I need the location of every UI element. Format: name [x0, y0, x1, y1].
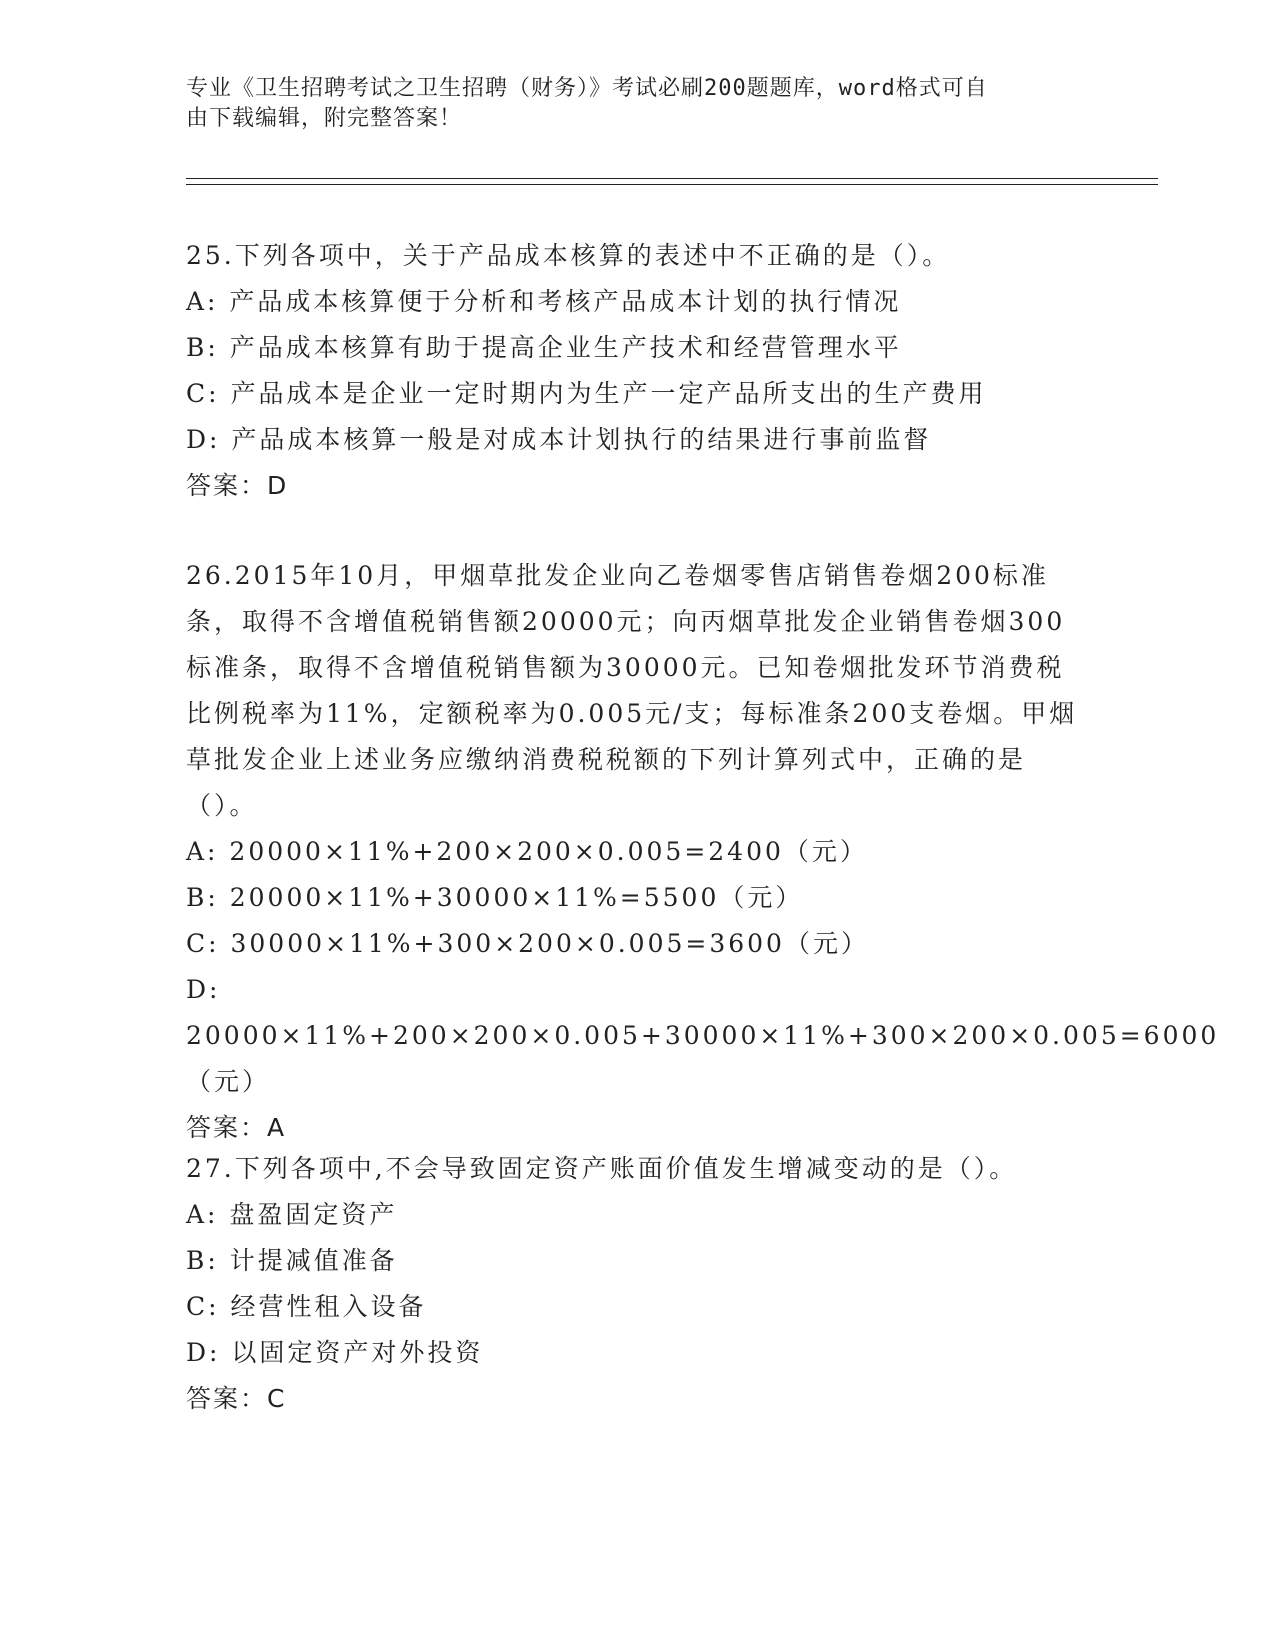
header-divider-bottom	[186, 184, 1158, 185]
question-stem: 26.2015年10月，甲烟草批发企业向乙卷烟零售店销售卷烟200标准条，取得不含增值税销售额20000元；向丙烟草批发企业销售卷烟300标准条，取得不含增值税销售额为30000元。已知卷烟批发环节消费税比例税率为11%，定额税率为0.005元/支；每标准条200支卷烟。甲烟草批发企业上述业务应缴纳消费税税额的下列计算列式中，正确的是（）。	[186, 561, 1078, 820]
document-header	[186, 74, 1066, 134]
answer: 答案：A	[186, 1113, 287, 1142]
answer: 答案：D	[186, 471, 289, 500]
header-divider-top	[186, 178, 1158, 179]
option-d: D: 产品成本核算一般是对成本计划执行的结果进行事前监督	[186, 425, 932, 454]
question-stem: 25.下列各项中，关于产品成本核算的表述中不正确的是（）。	[186, 241, 951, 270]
option-c: C: 30000×11%+300×200×0.005=3600（元）	[186, 929, 869, 958]
header-line-2: 由下载编辑，附完整答案！	[186, 106, 463, 131]
question-stem: 27.下列各项中,不会导致固定资产账面价值发生增减变动的是（）。	[186, 1154, 1018, 1183]
question-25	[186, 233, 1086, 509]
option-a: A: 20000×11%+200×200×0.005=2400（元）	[186, 837, 868, 866]
option-c: C: 经营性租入设备	[186, 1292, 427, 1321]
option-d: D: 20000×11%+200×200×0.005+30000×11%+300×200×0.005=6000（元）	[186, 975, 1220, 1096]
answer: 答案：C	[186, 1384, 287, 1413]
option-b: B: 20000×11%+30000×11%=5500（元）	[186, 883, 804, 912]
question-26	[186, 553, 1220, 1151]
option-b: B: 产品成本核算有助于提高企业生产技术和经营管理水平	[186, 333, 902, 362]
option-c: C: 产品成本是企业一定时期内为生产一定产品所支出的生产费用	[186, 379, 987, 408]
option-a: A: 盘盈固定资产	[186, 1200, 398, 1229]
question-27	[186, 1146, 1086, 1422]
option-a: A: 产品成本核算便于分析和考核产品成本计划的执行情况	[186, 287, 902, 316]
header-line-1: 专业《卫生招聘考试之卫生招聘（财务）》考试必刷200题题库，word格式可自	[186, 76, 988, 101]
option-d: D: 以固定资产对外投资	[186, 1338, 484, 1367]
option-b: B: 计提减值准备	[186, 1246, 398, 1275]
